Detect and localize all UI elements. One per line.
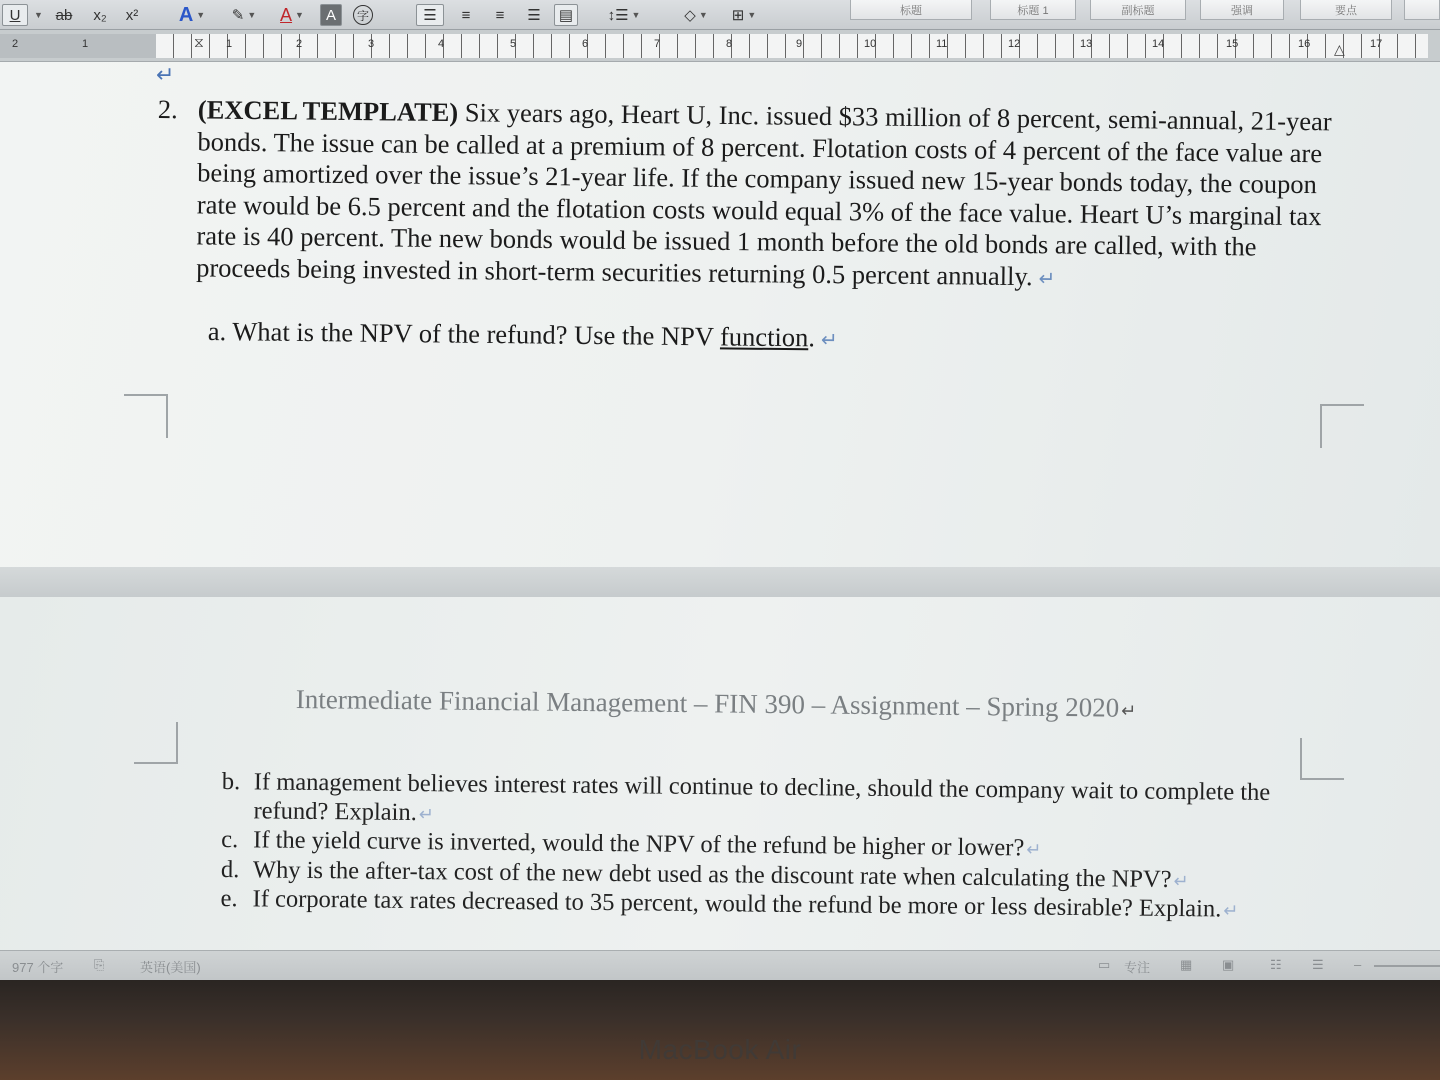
header-text: Intermediate Financial Management – FIN 390 – Assignment – Spring 2020 (295, 684, 1120, 723)
distributed-button[interactable] (554, 4, 578, 26)
ruler-number: 9 (796, 38, 803, 50)
question-2[interactable] (156, 94, 1338, 298)
paragraph-mark: ↵ (820, 329, 838, 352)
page-separator (0, 567, 1440, 597)
line-spacing-icon: ↕☰ (607, 7, 629, 24)
strikethrough-button[interactable]: ab (55, 6, 73, 24)
underline-dropdown[interactable]: ▼ (34, 10, 43, 20)
paragraph-mark: ↵ (1173, 870, 1189, 891)
line-spacing-button[interactable]: ↕☰ ▼ (607, 7, 641, 24)
style-subtitle[interactable]: 副标题 (1090, 0, 1186, 20)
style-key-point[interactable]: 要点 (1300, 0, 1392, 20)
fill-color-button[interactable]: ◇ ▼ (684, 7, 708, 24)
question-label: (EXCEL TEMPLATE) (197, 94, 459, 128)
align-right-button[interactable] (486, 4, 514, 26)
sub-question-text: If corporate tax rates decreased to 35 percent, would the refund be more or less desirable? Explain. (252, 885, 1222, 923)
ruler-number: 3 (368, 38, 375, 50)
justify-button[interactable] (520, 4, 548, 26)
zoom-out-icon[interactable]: – (1354, 957, 1362, 972)
ruler-number: 11 (936, 38, 948, 50)
paint-bucket-icon: ◇ (684, 7, 696, 24)
paragraph-mark: ↵ (1026, 839, 1042, 860)
sub-question-a[interactable] (208, 316, 838, 354)
character-shading-button[interactable]: A (320, 4, 342, 26)
sub-question-letter: c. (221, 825, 239, 854)
formatting-toolbar (0, 0, 1440, 30)
enclose-character-button[interactable]: 字 (350, 4, 376, 26)
proofing-icon[interactable]: ⎘ (94, 957, 105, 972)
focus-mode-label[interactable]: 专注 (1124, 960, 1151, 975)
paragraph-mark: ↵ (1038, 267, 1056, 290)
status-bar (0, 950, 1440, 980)
underline-button[interactable]: U (2, 4, 28, 26)
style-heading-1[interactable]: 标题 1 (990, 0, 1076, 20)
sub-question-letter: a. (207, 316, 227, 347)
zoom-slider[interactable] (1374, 965, 1440, 967)
ruler-number: 15 (1226, 38, 1239, 50)
ruler-number: 14 (1152, 38, 1165, 50)
crop-mark (134, 722, 178, 764)
ruler-number: 5 (510, 38, 517, 50)
paragraph-mark: ↵ (1223, 900, 1239, 921)
sub-question-text: What is the NPV of the refund? Use the NPV (232, 316, 721, 352)
superscript-button[interactable]: x² (125, 6, 139, 24)
ruler-number: 17 (1370, 38, 1383, 50)
style-heading[interactable]: 标题 (850, 0, 972, 20)
pen-icon: ✎ (231, 7, 245, 24)
crop-mark (1320, 404, 1364, 448)
ruler-number: 2 (12, 38, 19, 50)
spelling-flagged-word[interactable]: function (719, 321, 809, 353)
ruler-number: 16 (1298, 38, 1311, 50)
ruler-number: 1 (82, 38, 89, 50)
justify-icon: ☰ (527, 7, 541, 24)
text-effects-button[interactable]: A ▼ (178, 3, 206, 26)
language-indicator[interactable]: 英语(美国) (140, 960, 201, 975)
sub-question-text: If management believes interest rates will continue to decline, should the company wait to complete the refund? Explain. (253, 768, 1271, 826)
sub-question-letter: b. (221, 768, 241, 796)
paragraph-mark: ↵ (1121, 700, 1137, 721)
subscript-button[interactable]: x₂ (93, 6, 107, 24)
device-brand: MacBook Air (638, 1034, 802, 1065)
ruler-number: 6 (582, 38, 589, 50)
ruler-number: 1 (226, 38, 233, 50)
paragraph-mark: ↵ (156, 62, 175, 87)
align-left-button[interactable] (416, 4, 444, 26)
ruler-number: 12 (1008, 38, 1021, 50)
ruler-margin (0, 34, 156, 58)
question-number: 2. (157, 94, 178, 125)
style-emphasis[interactable]: 强调 (1200, 0, 1284, 20)
word-count[interactable]: 977 个字 (12, 960, 64, 975)
ruler-number: 8 (726, 38, 733, 50)
crop-mark (124, 394, 168, 438)
distributed-icon: ▤ (558, 7, 574, 24)
ruler-number: 2 (296, 38, 303, 50)
font-color-button[interactable]: A ▼ (280, 4, 304, 25)
question-body (196, 94, 1338, 298)
border-grid-icon: ⊞ (731, 7, 745, 24)
align-left-icon: ☰ (423, 7, 437, 24)
paragraph-mark: ↵ (418, 803, 435, 824)
highlight-button[interactable]: ✎ ▼ (231, 7, 257, 24)
horizontal-ruler[interactable] (0, 30, 1440, 62)
focus-mode-icon[interactable]: ▭ (1098, 957, 1111, 972)
print-layout-icon[interactable]: ▦ (1180, 957, 1193, 972)
right-indent-marker[interactable]: △ (1334, 43, 1345, 58)
outline-view-icon[interactable]: ☷ (1270, 957, 1282, 972)
question-text: Six years ago, Heart U, Inc. issued $33 million of 8 percent, semi-annual, 21-year bonds. The issue can be called at a premium of 8 percent. Flotation costs of 4 percent of the face value are being amortized over the issue’s 21-year life. If the company issued new 15-year bonds today, the coupon rate would be 6.5 percent and the flotation costs would equal 3% of the face value. Heart U’s marginal tax rate is 40 percent. The new bonds would be issued 1 month before the old bonds are called, with the proceeds being invested in short-term securities returning 0.5 percent annually. (196, 97, 1332, 291)
sub-question-letter: e. (220, 884, 238, 913)
align-center-button[interactable] (452, 4, 480, 26)
sub-question-text: Why is the after-tax cost of the new debt used as the discount rate when calculating the NPV? (252, 855, 1172, 893)
ruler-number: 13 (1080, 38, 1093, 50)
style-gallery-more[interactable] (1404, 0, 1440, 20)
question-list (220, 768, 1281, 926)
sub-question-letter: d. (220, 855, 240, 883)
ruler-number: 4 (438, 38, 445, 50)
ruler-number: 10 (864, 38, 877, 50)
ruler-number: 7 (654, 38, 661, 50)
left-indent-marker[interactable]: ⧖ (194, 36, 204, 51)
align-right-icon: ≡ (495, 6, 505, 24)
sub-question-end: . (808, 322, 816, 353)
align-center-icon: ≡ (461, 6, 471, 24)
borders-button[interactable]: ⊞ ▼ (731, 7, 757, 24)
draft-view-icon[interactable]: ☰ (1312, 957, 1324, 972)
web-layout-icon[interactable]: ▣ (1222, 957, 1235, 972)
sub-question-text: If the yield curve is inverted, would the NPV of the refund be higher or lower? (253, 826, 1025, 862)
crop-mark (1300, 738, 1344, 780)
